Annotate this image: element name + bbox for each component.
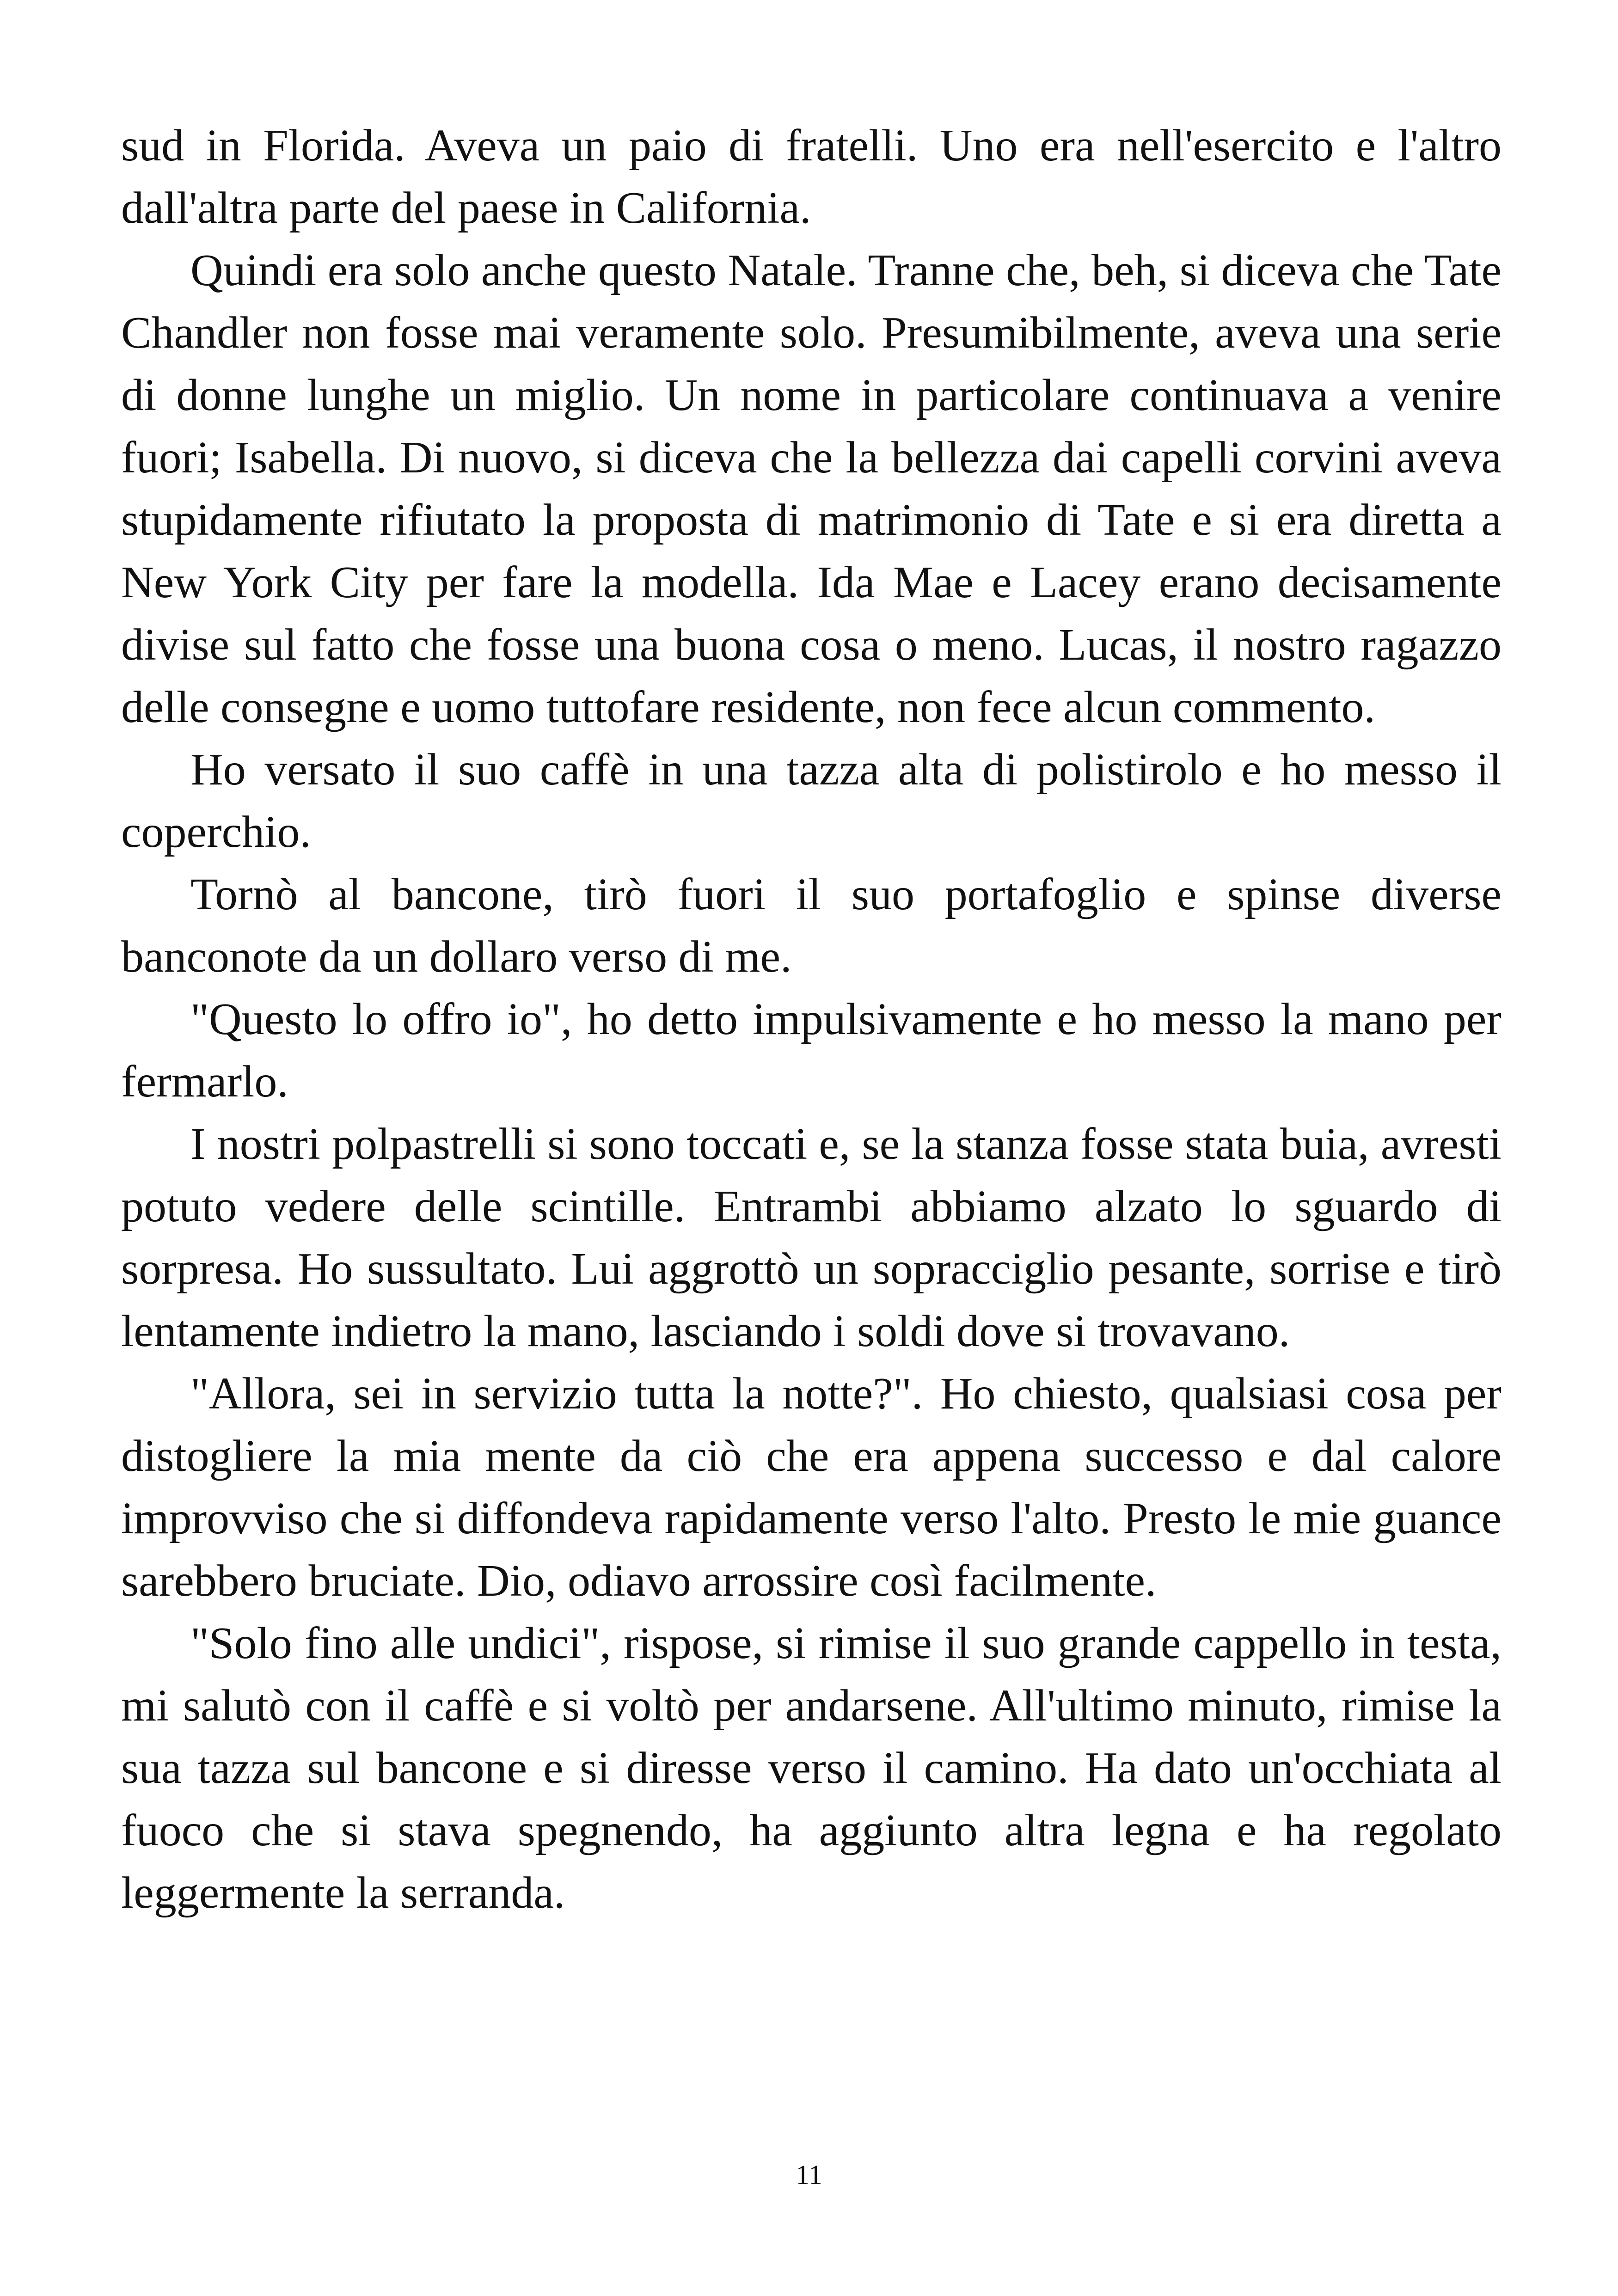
paragraph: Tornò al bancone, tirò fuori il suo portafoglio e spinse diverse banconote da un dollaro verso di me.	[121, 869, 1502, 982]
body-text	[121, 115, 1502, 1924]
paragraph: sud in Florida. Aveva un paio di fratelli. Uno era nell'esercito e l'altro dall'altra parte del paese in California.	[121, 121, 1502, 233]
paragraph: Ho versato il suo caffè in una tazza alta di polistirolo e ho messo il coperchio.	[121, 745, 1502, 857]
paragraph: I nostri polpastrelli si sono toccati e, se la stanza fosse stata buia, avresti potuto vedere delle scintille. Entrambi abbiamo alzato lo sguardo di sorpresa. Ho sussultato. Lui aggrottò un sopracciglio pesante, sorrise e tirò lentamente indietro la mano, lasciando i soldi dove si trovavano.	[121, 1119, 1502, 1356]
paragraph: "Questo lo offro io", ho detto impulsivamente e ho messo la mano per fermarlo.	[121, 994, 1502, 1107]
paragraph: "Allora, sei in servizio tutta la notte?". Ho chiesto, qualsiasi cosa per distogliere la mia mente da ciò che era appena successo e dal calore improvviso che si diffondeva rapidamente verso l'alto. Presto le mie guance sarebbero bruciate. Dio, odiavo arrossire così facilmente.	[121, 1369, 1502, 1606]
paragraph: Quindi era solo anche questo Natale. Tranne che, beh, si diceva che Tate Chandler non fosse mai veramente solo. Presumibilmente, aveva una serie di donne lunghe un miglio. Un nome in particolare continuava a venire fuori; Isabella. Di nuovo, si diceva che la bellezza dai capelli corvini aveva stupidamente rifiutato la proposta di matrimonio di Tate e si era diretta a New York City per fare la modella. Ida Mae e Lacey erano decisamente divise sul fatto che fosse una buona cosa o meno. Lucas, il nostro ragazzo delle consegne e uomo tuttofare residente, non fece alcun commento.	[121, 245, 1502, 732]
paragraph: "Solo fino alle undici", rispose, si rimise il suo grande cappello in testa, mi salutò con il caffè e si voltò per andarsene. All'ultimo minuto, rimise la sua tazza sul bancone e si diresse verso il camino. Ha dato un'occhiata al fuoco che si stava spegnendo, ha aggiunto altra legna e ha regolato leggermente la serranda.	[121, 1618, 1502, 1918]
page-number: 11	[796, 2160, 822, 2190]
